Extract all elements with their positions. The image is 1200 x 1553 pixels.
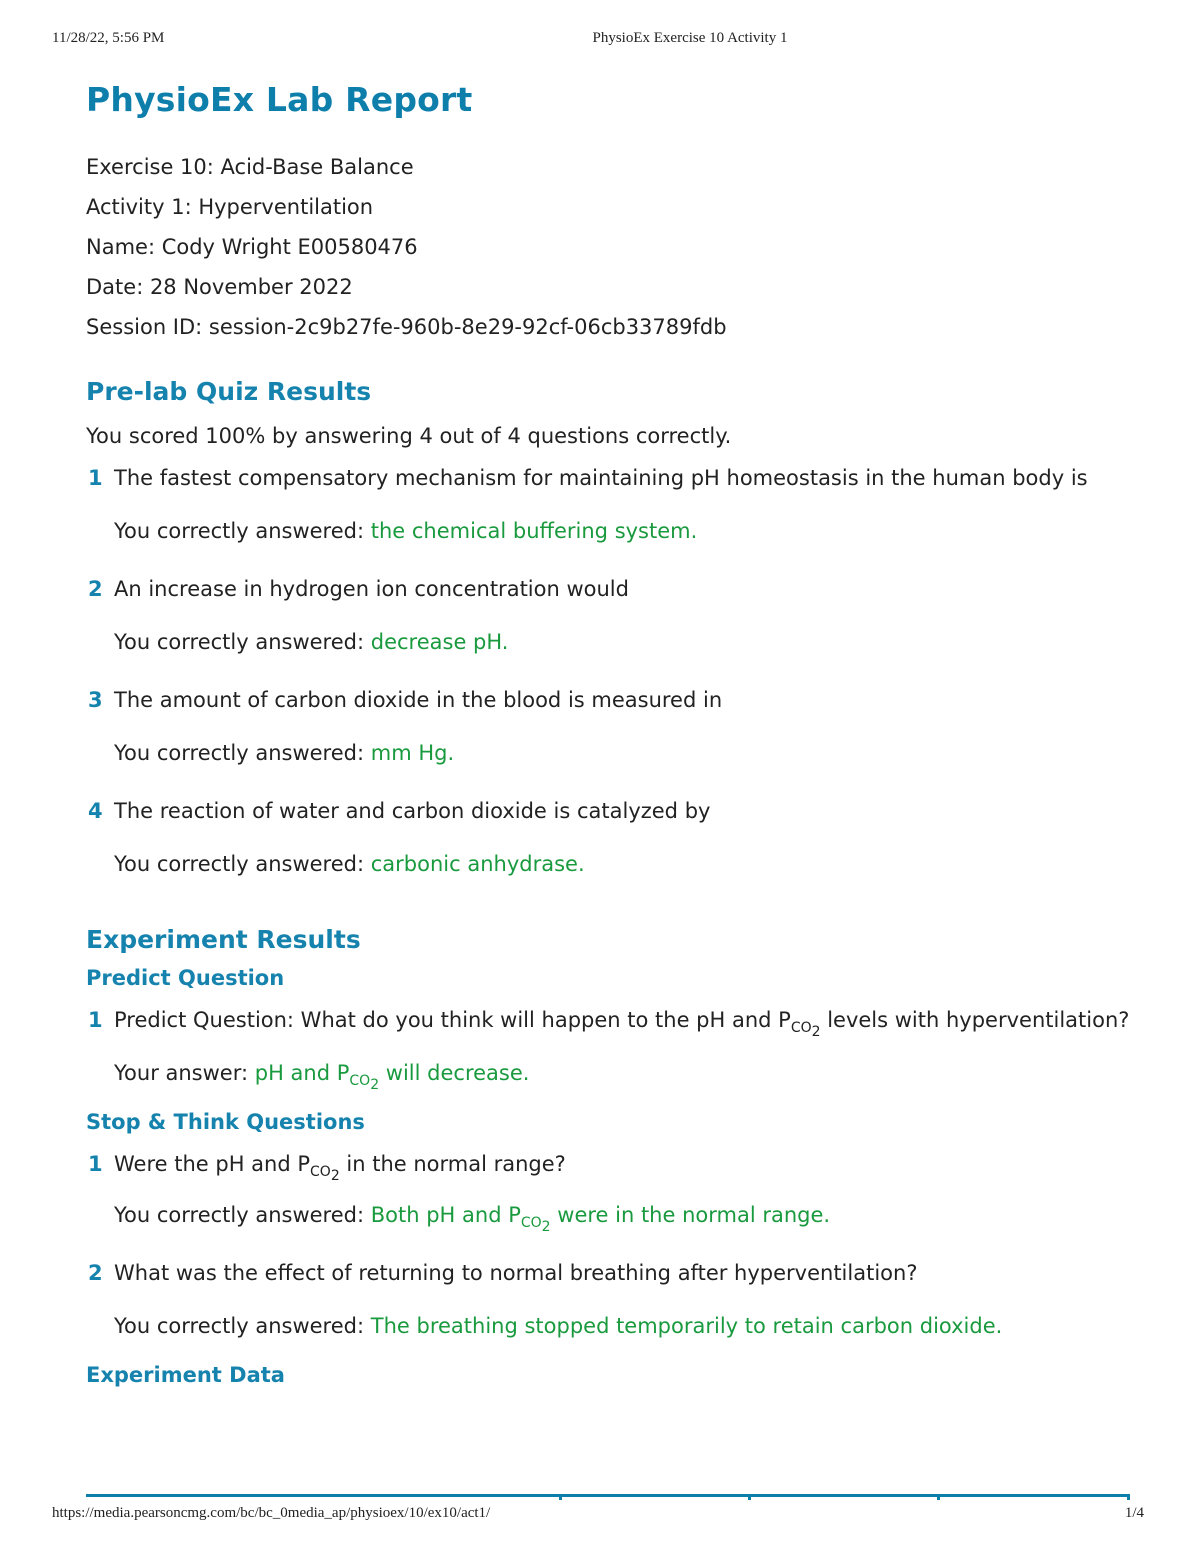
predict-question-1 xyxy=(86,1002,1146,1092)
answer-text-start: pH and P xyxy=(254,1061,350,1085)
question-text: The fastest compensatory mechanism for maintaining pH homeostasis in the human body is xyxy=(114,466,1088,490)
answer-prefix: Your answer: xyxy=(114,1061,249,1085)
print-url: https://media.pearsoncmg.com/bc/bc_0media_ap/physioex/10/ex10/act1/ xyxy=(52,1505,491,1521)
page-title: PhysioEx Lab Report xyxy=(86,80,473,119)
table-column-divider xyxy=(937,1494,940,1500)
exercise-line: Exercise 10: Acid-Base Balance xyxy=(86,155,414,179)
prelab-question-4 xyxy=(86,793,1146,883)
stop-think-heading: Stop & Think Questions xyxy=(86,1110,365,1134)
question-number: 2 xyxy=(88,577,103,601)
correct-answer: mm Hg. xyxy=(370,741,455,765)
session-line: Session ID: session-2c9b27fe-960b-8e29-92cf-06cb33789fdb xyxy=(86,315,727,339)
pco2-subscript-2: 2 xyxy=(541,1218,551,1235)
answer-prefix: You correctly answered: xyxy=(114,1203,365,1227)
stop-question-1 xyxy=(86,1146,1146,1234)
prelab-question-3 xyxy=(86,682,1146,772)
table-column-divider xyxy=(559,1494,562,1500)
question-text-start: Predict Question: What do you think will happen to the pH and P xyxy=(114,1008,791,1032)
answer-prefix: You correctly answered: xyxy=(114,741,365,765)
question-number: 1 xyxy=(88,466,103,490)
page-number: 1/4 xyxy=(1124,1505,1144,1521)
experiment-data-heading: Experiment Data xyxy=(86,1363,285,1387)
question-text-end: in the normal range? xyxy=(339,1152,566,1176)
prelab-score: You scored 100% by answering 4 out of 4 questions correctly. xyxy=(86,424,732,448)
prelab-question-1 xyxy=(86,460,1146,550)
date-line: Date: 28 November 2022 xyxy=(86,275,353,299)
question-text: The amount of carbon dioxide in the blood is measured in xyxy=(114,688,723,712)
table-column-divider xyxy=(748,1494,751,1500)
question-number: 3 xyxy=(88,688,103,712)
correct-answer: the chemical buffering system. xyxy=(370,519,698,543)
answer-prefix: You correctly answered: xyxy=(114,852,365,876)
answer-text-end: were in the normal range. xyxy=(550,1203,831,1227)
table-column-divider xyxy=(1127,1494,1130,1500)
prelab-question-2 xyxy=(86,571,1146,661)
answer-text-end: will decrease. xyxy=(379,1061,530,1085)
question-number: 1 xyxy=(88,1152,103,1176)
question-text-end: levels with hyperventilation? xyxy=(820,1008,1130,1032)
answer-text-start: Both pH and P xyxy=(370,1203,521,1227)
correct-answer: The breathing stopped temporarily to retain carbon dioxide. xyxy=(370,1314,1003,1338)
pco2-subscript: CO xyxy=(349,1073,371,1090)
pco2-subscript-2: 2 xyxy=(370,1076,380,1093)
question-number: 4 xyxy=(88,799,103,823)
pco2-subscript-2: 2 xyxy=(811,1023,821,1040)
predict-heading: Predict Question xyxy=(86,966,285,990)
data-table-top-border xyxy=(86,1494,1130,1497)
name-line: Name: Cody Wright E00580476 xyxy=(86,235,418,259)
pco2-subscript: CO xyxy=(790,1020,812,1037)
correct-answer xyxy=(370,1203,831,1235)
report-content xyxy=(86,80,1146,1387)
answer-prefix: You correctly answered: xyxy=(114,630,365,654)
report-meta xyxy=(86,147,1146,347)
answer-prefix: You correctly answered: xyxy=(114,519,365,543)
question-number: 1 xyxy=(88,1008,103,1032)
pco2-subscript-2: 2 xyxy=(330,1167,340,1184)
print-title: PhysioEx Exercise 10 Activity 1 xyxy=(592,30,788,46)
your-answer xyxy=(254,1061,530,1093)
pco2-subscript: CO xyxy=(520,1215,542,1232)
question-number: 2 xyxy=(88,1261,103,1285)
question-text: An increase in hydrogen ion concentration would xyxy=(114,577,629,601)
pco2-subscript: CO xyxy=(310,1164,331,1181)
print-datetime: 11/28/22, 5:56 PM xyxy=(52,30,165,46)
correct-answer: carbonic anhydrase. xyxy=(370,852,585,876)
experiment-heading: Experiment Results xyxy=(86,925,361,954)
activity-line: Activity 1: Hyperventilation xyxy=(86,195,374,219)
question-text: The reaction of water and carbon dioxide is catalyzed by xyxy=(114,799,711,823)
question-text-start: Were the pH and P xyxy=(114,1152,311,1176)
correct-answer: decrease pH. xyxy=(370,630,509,654)
answer-prefix: You correctly answered: xyxy=(114,1314,365,1338)
question-text: What was the effect of returning to normal breathing after hyperventilation? xyxy=(114,1261,918,1285)
stop-question-2 xyxy=(86,1255,1146,1345)
prelab-heading: Pre-lab Quiz Results xyxy=(86,377,372,406)
